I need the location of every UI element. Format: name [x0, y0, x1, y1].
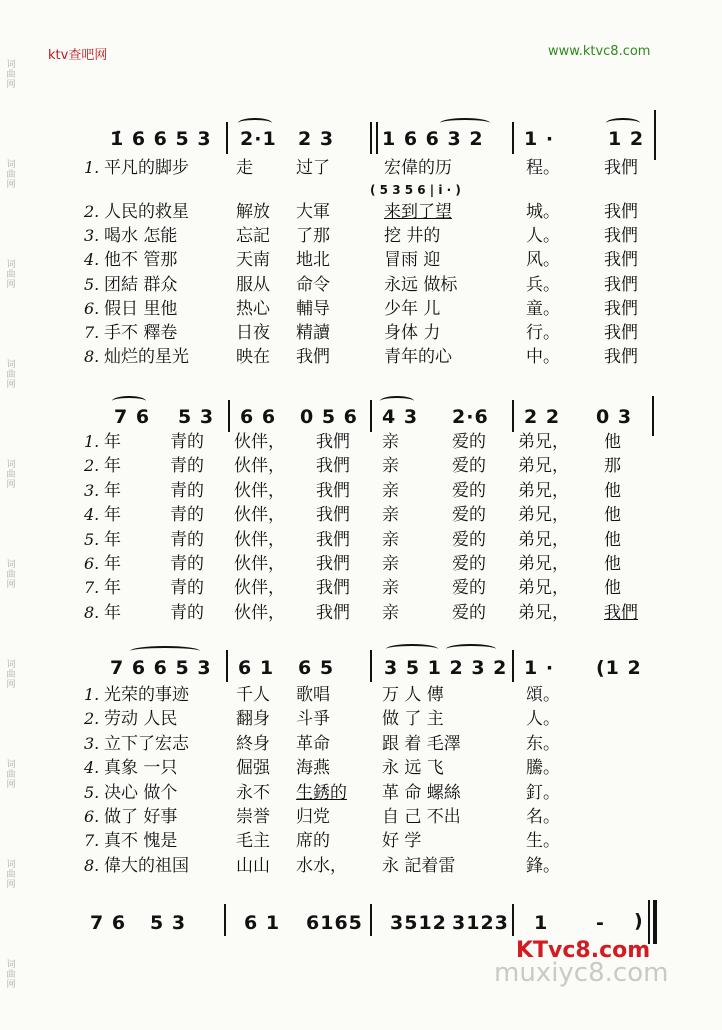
verse-number: 5. [84, 782, 100, 802]
barline [228, 400, 230, 432]
lyric-cell: 程。 [526, 158, 560, 178]
note-group: 0 5 6 [300, 406, 358, 428]
lyric-cell: 青的 [170, 432, 204, 452]
lyric-cell: 大軍 [296, 202, 330, 222]
lyric-cell: 立下了宏志 [104, 733, 189, 754]
lyric-cell: 亲 [382, 432, 399, 452]
lyric-cell: 他 [604, 554, 621, 574]
lyric-cell: 我們 [604, 226, 638, 247]
lyric-cell: 爱的 [452, 480, 486, 501]
lyric-cell: 海燕 [296, 758, 330, 779]
note-group: 1 · [524, 128, 555, 150]
verse-number: 8. [84, 855, 100, 875]
lyric-cell: 我們 [316, 505, 350, 526]
lyric-cell: 名。 [526, 807, 560, 827]
lyric-cell: 革 命 螺絲 [382, 782, 461, 803]
margin-watermark-char: 曲 [6, 970, 16, 980]
lyric-cell: 风。 [526, 250, 560, 271]
lyric-cell: 亲 [382, 456, 399, 477]
lyric-cell: 我們 [604, 250, 638, 271]
note-group: - [596, 912, 605, 934]
lyric-cell: 爱的 [452, 505, 486, 526]
lyric-cell: 伙伴， [234, 578, 285, 599]
lyric-cell: 亲 [382, 578, 399, 599]
lyric-cell: 爱的 [452, 432, 486, 452]
verse-number: 8. [84, 347, 100, 367]
lyric-cell: 我們 [316, 602, 350, 623]
verse-number: 3. [84, 480, 100, 500]
verse-number: 2. [84, 456, 100, 476]
verse-number: 4. [84, 250, 100, 270]
lyric-cell: 伙伴， [234, 480, 285, 501]
lyric-cell: 千人 [236, 685, 270, 705]
lyric-cell: 年 [104, 602, 121, 623]
lyric-cell: 团結 群众 [104, 274, 178, 295]
lyric-cell: 年 [104, 432, 121, 452]
lyric-cell: 爱的 [452, 554, 486, 574]
lyric-cell: 中。 [526, 347, 560, 368]
lyric-cell: 弟兄， [518, 578, 569, 599]
lyric-cell: 我們 [604, 323, 638, 343]
lyric-cell: 伙伴， [234, 505, 285, 526]
lyric-cell: 弟兄， [518, 529, 569, 550]
lyric-cell: 身体 力 [384, 323, 441, 343]
lyric-cell: 手不 釋卷 [104, 323, 178, 343]
note-group: 2·6 [452, 406, 489, 428]
barline [224, 904, 226, 936]
lyric-cell: 了那 [296, 226, 330, 247]
lyric-cell: 亲 [382, 529, 399, 550]
lyric-cell: 青的 [170, 578, 204, 599]
margin-watermark-char: 曲 [6, 570, 16, 580]
note-group: 1 [534, 912, 549, 934]
watermark-faint: muxiyc8.com [494, 958, 669, 988]
margin-watermark-char: 网 [6, 680, 16, 690]
lyric-cell: 平凡的脚步 [104, 158, 189, 178]
barline [512, 650, 514, 682]
lyric-cell: 毛主 [236, 831, 270, 852]
lyric-cell: 好 学 [382, 831, 422, 852]
lyric-cell: 决心 做个 [104, 782, 178, 803]
lyric-cell: 水水， [296, 855, 347, 876]
lyric-cell: 崇誉 [236, 807, 270, 827]
lyric-cell: 年 [104, 578, 121, 599]
lyric-cell: 永远 做标 [384, 274, 458, 295]
margin-watermark-char: 曲 [6, 670, 16, 680]
note-group: 4 3 [382, 406, 419, 428]
barline [376, 122, 378, 154]
note-group: 3123 [452, 912, 509, 934]
verse-number: 6. [84, 807, 100, 826]
lyric-cell: 精讀 [296, 323, 330, 343]
margin-watermark-char: 词 [6, 660, 16, 670]
lyric-cell: 青年的心 [384, 347, 452, 368]
site-url-right[interactable]: www.ktvc8.com [548, 44, 651, 59]
lyric-cell: 我們 [604, 274, 638, 295]
lyric-cell: 他 [604, 578, 621, 599]
note-group: 6165 [306, 912, 363, 934]
note-group: 3512 [390, 912, 447, 934]
lyric-cell: 过了 [296, 158, 330, 178]
lyric-cell: 我們 [604, 202, 638, 222]
lyric-cell: 永 記着雷 [382, 855, 456, 876]
lyric-cell: 亲 [382, 602, 399, 623]
site-brand-left[interactable]: ktv查吧网 [48, 48, 108, 63]
lyric-cell: 人。 [526, 226, 560, 247]
lyric-cell: 終身 [236, 733, 270, 754]
watermark-logo: KTvc8.com [516, 938, 651, 963]
barline [512, 400, 514, 432]
lyric-cell: 倔强 [236, 758, 270, 779]
slur [386, 644, 438, 654]
alternate-notes: ( 5 3 5 6 | i · ) [370, 183, 461, 197]
lyric-cell: 做了 好事 [104, 807, 178, 827]
lyric-cell: 騰。 [526, 758, 560, 779]
margin-watermark-char: 曲 [6, 70, 16, 80]
note-group: 6 1 [244, 912, 281, 934]
lyric-cell: 革命 [296, 733, 330, 754]
lyric-cell: 亲 [382, 480, 399, 501]
lyric-cell: 永 远 飞 [382, 758, 444, 779]
margin-watermark-char: 网 [6, 380, 16, 390]
lyric-cell: 假日 里他 [104, 298, 178, 319]
lyric-cell: 解放 [236, 202, 270, 222]
lyric-cell: 弟兄， [518, 456, 569, 477]
lyric-cell: 真不 愧是 [104, 831, 178, 852]
note-group: 3 5 1 2 3 2 [384, 657, 508, 679]
lyric-cell: 席的 [296, 831, 330, 852]
lyric-cell: 他 [604, 432, 621, 452]
note-group: 7 6 6 5 3 [110, 657, 212, 679]
lyric-cell: 亲 [382, 554, 399, 574]
lyric-cell: 伙伴， [234, 529, 285, 550]
note-group: 5 3 [150, 912, 187, 934]
lyric-cell: 跟 着 毛澤 [382, 733, 461, 754]
margin-watermark-char: 词 [6, 360, 16, 370]
lyric-cell: 弟兄， [518, 505, 569, 526]
note-group: 7 6 [90, 912, 127, 934]
lyric-cell: 年 [104, 529, 121, 550]
lyric-cell: 他不 管那 [104, 250, 178, 271]
lyric-cell: 斗爭 [296, 709, 330, 730]
lyric-cell: 灿烂的星光 [104, 347, 189, 368]
margin-watermark-char: 网 [6, 580, 16, 590]
note-group: 2 3 [298, 128, 335, 150]
lyric-cell: 我們 [604, 158, 638, 178]
verse-number: 4. [84, 505, 100, 525]
lyric-cell: 翻身 [236, 709, 270, 730]
lyric-cell: 童。 [526, 298, 560, 319]
lyric-cell: 自 己 不出 [382, 807, 461, 827]
verse-number: 5. [84, 274, 100, 294]
lyric-cell: 喝水 怎能 [104, 226, 178, 247]
lyric-cell: 劳动 人民 [104, 709, 178, 730]
lyric-cell: 輔导 [296, 298, 330, 319]
lyric-cell: 鋒。 [526, 855, 560, 876]
verse-number: 4. [84, 758, 100, 778]
lyric-cell: 生銹的 [296, 782, 347, 803]
lyric-cell: 我們 [316, 480, 350, 501]
barline [226, 122, 228, 154]
lyric-cell: 偉大的祖国 [104, 855, 189, 876]
barline [652, 396, 654, 436]
verse-number: 1. [84, 685, 100, 704]
margin-watermark-char: 网 [6, 880, 16, 890]
lyric-cell: 人民的救星 [104, 202, 189, 222]
lyric-cell: 弟兄， [518, 554, 569, 574]
lyric-cell: 伙伴， [234, 456, 285, 477]
lyric-cell: 少年 儿 [384, 298, 441, 319]
final-barline [653, 900, 657, 944]
margin-watermark-char: 词 [6, 960, 16, 970]
note-group: 2·1 [240, 128, 277, 150]
lyric-cell: 天南 [236, 250, 270, 271]
lyric-cell: 万 人 傳 [382, 685, 444, 705]
lyric-cell: 挖 井的 [384, 226, 441, 247]
lyric-cell: 山山 [236, 855, 270, 876]
margin-watermark-char: 词 [6, 760, 16, 770]
note-group: 1 6 6 3 2 [382, 128, 484, 150]
lyric-cell: 冒雨 迎 [384, 250, 441, 271]
verse-number: 1. [84, 158, 100, 177]
lyric-cell: 歌唱 [296, 685, 330, 705]
lyric-cell: 弟兄， [518, 480, 569, 501]
margin-watermark-char: 网 [6, 980, 16, 990]
note-group: 6 6 [240, 406, 277, 428]
lyric-cell: 我們 [316, 554, 350, 574]
lyric-cell: 他 [604, 480, 621, 501]
lyric-cell: 青的 [170, 529, 204, 550]
barline [654, 110, 656, 160]
lyric-cell: 服从 [236, 274, 270, 295]
barline [370, 904, 372, 936]
lyric-cell: 城。 [526, 202, 560, 222]
lyric-cell: 我們 [604, 298, 638, 319]
lyric-cell: 我們 [296, 347, 330, 368]
margin-watermark-char: 词 [6, 860, 16, 870]
margin-watermark-char: 曲 [6, 470, 16, 480]
note-group: 1̇ 6 6 5 3 [110, 128, 212, 150]
note-group: 1 · [524, 657, 555, 679]
margin-watermark-char: 曲 [6, 770, 16, 780]
note-group: ) [634, 910, 644, 932]
margin-watermark-char: 网 [6, 480, 16, 490]
lyric-cell: 青的 [170, 554, 204, 574]
lyric-cell: 爱的 [452, 529, 486, 550]
margin-watermark-char: 词 [6, 260, 16, 270]
note-group: 6 5 [298, 657, 335, 679]
slur [440, 118, 490, 128]
lyric-cell: 走 [236, 158, 253, 178]
margin-watermark-char: 词 [6, 460, 16, 470]
lyric-cell: 釘。 [526, 782, 560, 803]
margin-watermark [4, 0, 18, 1030]
lyric-cell: 命令 [296, 274, 330, 295]
verse-number: 6. [84, 554, 100, 573]
lyric-cell: 年 [104, 480, 121, 501]
slur [606, 118, 640, 128]
barline [370, 122, 372, 154]
lyric-cell: 我們 [316, 578, 350, 599]
note-group: 6 1 [238, 657, 275, 679]
slur [380, 396, 414, 406]
lyric-cell: 亲 [382, 505, 399, 526]
note-group: 2 2 [524, 406, 561, 428]
lyric-cell: 年 [104, 554, 121, 574]
lyric-cell: 宏偉的历 [384, 158, 452, 178]
lyric-cell: 我們 [604, 347, 638, 368]
lyric-cell: 青的 [170, 456, 204, 477]
lyric-cell: 光荣的事迹 [104, 685, 189, 705]
lyric-cell: 伙伴， [234, 554, 285, 574]
slur [238, 118, 272, 128]
lyric-cell: 我們 [604, 602, 638, 623]
lyric-cell: 归党 [296, 807, 330, 827]
barline [370, 400, 372, 432]
lyric-cell: 做 了 主 [382, 709, 444, 730]
lyric-cell: 来到了望 [384, 202, 452, 222]
verse-number: 6. [84, 298, 100, 318]
note-group: 5 3 [178, 406, 215, 428]
margin-watermark-char: 词 [6, 60, 16, 70]
margin-watermark-char: 曲 [6, 270, 16, 280]
lyric-cell: 我們 [316, 529, 350, 550]
lyric-cell: 真象 一只 [104, 758, 178, 779]
lyric-cell: 弟兄， [518, 602, 569, 623]
lyric-cell: 伙伴， [234, 432, 285, 452]
lyric-cell: 行。 [526, 323, 560, 343]
lyric-cell: 弟兄， [518, 432, 569, 452]
barline [370, 650, 372, 682]
margin-watermark-char: 网 [6, 180, 16, 190]
lyric-cell: 爱的 [452, 602, 486, 623]
note-group: 1 2 [608, 128, 645, 150]
verse-number: 8. [84, 602, 100, 622]
margin-watermark-char: 网 [6, 280, 16, 290]
margin-watermark-char: 词 [6, 560, 16, 570]
lyric-cell: 地北 [296, 250, 330, 271]
verse-number: 1. [84, 432, 100, 451]
lyric-cell: 年 [104, 505, 121, 526]
lyric-cell: 日夜 [236, 323, 270, 343]
lyric-cell: 那 [604, 456, 621, 477]
barline [512, 122, 514, 154]
lyric-cell: 爱的 [452, 578, 486, 599]
verse-number: 2. [84, 709, 100, 729]
note-group: 7 6 [114, 406, 151, 428]
lyric-cell: 他 [604, 505, 621, 526]
note-group: (1 2 [596, 657, 642, 679]
verse-number: 2. [84, 202, 100, 221]
lyric-cell: 永不 [236, 782, 270, 803]
margin-watermark-char: 网 [6, 780, 16, 790]
lyric-cell: 年 [104, 456, 121, 477]
verse-number: 5. [84, 529, 100, 549]
lyric-cell: 我們 [316, 456, 350, 477]
lyric-cell: 頌。 [526, 685, 560, 705]
margin-watermark-char: 曲 [6, 870, 16, 880]
verse-number: 7. [84, 323, 100, 342]
lyric-cell: 青的 [170, 602, 204, 623]
lyric-cell: 映在 [236, 347, 270, 368]
barline [226, 650, 228, 682]
margin-watermark-char: 曲 [6, 170, 16, 180]
lyric-cell: 东。 [526, 733, 560, 754]
lyric-cell: 伙伴， [234, 602, 285, 623]
lyric-cell: 青的 [170, 505, 204, 526]
lyric-cell: 青的 [170, 480, 204, 501]
verse-number: 3. [84, 733, 100, 753]
slur [446, 644, 496, 654]
verse-number: 3. [84, 226, 100, 246]
slur [112, 396, 146, 406]
lyric-cell: 生。 [526, 831, 560, 852]
verse-number: 7. [84, 831, 100, 851]
lyric-cell: 他 [604, 529, 621, 550]
lyric-cell: 人。 [526, 709, 560, 730]
margin-watermark-char: 曲 [6, 370, 16, 380]
lyric-cell: 我們 [316, 432, 350, 452]
lyric-cell: 热心 [236, 298, 270, 319]
margin-watermark-char: 网 [6, 80, 16, 90]
margin-watermark-char: 词 [6, 160, 16, 170]
lyric-cell: 忘記 [236, 226, 270, 247]
lyric-cell: 爱的 [452, 456, 486, 477]
barline [512, 904, 514, 936]
note-group: 0 3 [596, 406, 633, 428]
lyric-cell: 兵。 [526, 274, 560, 295]
verse-number: 7. [84, 578, 100, 598]
slur [130, 646, 200, 656]
